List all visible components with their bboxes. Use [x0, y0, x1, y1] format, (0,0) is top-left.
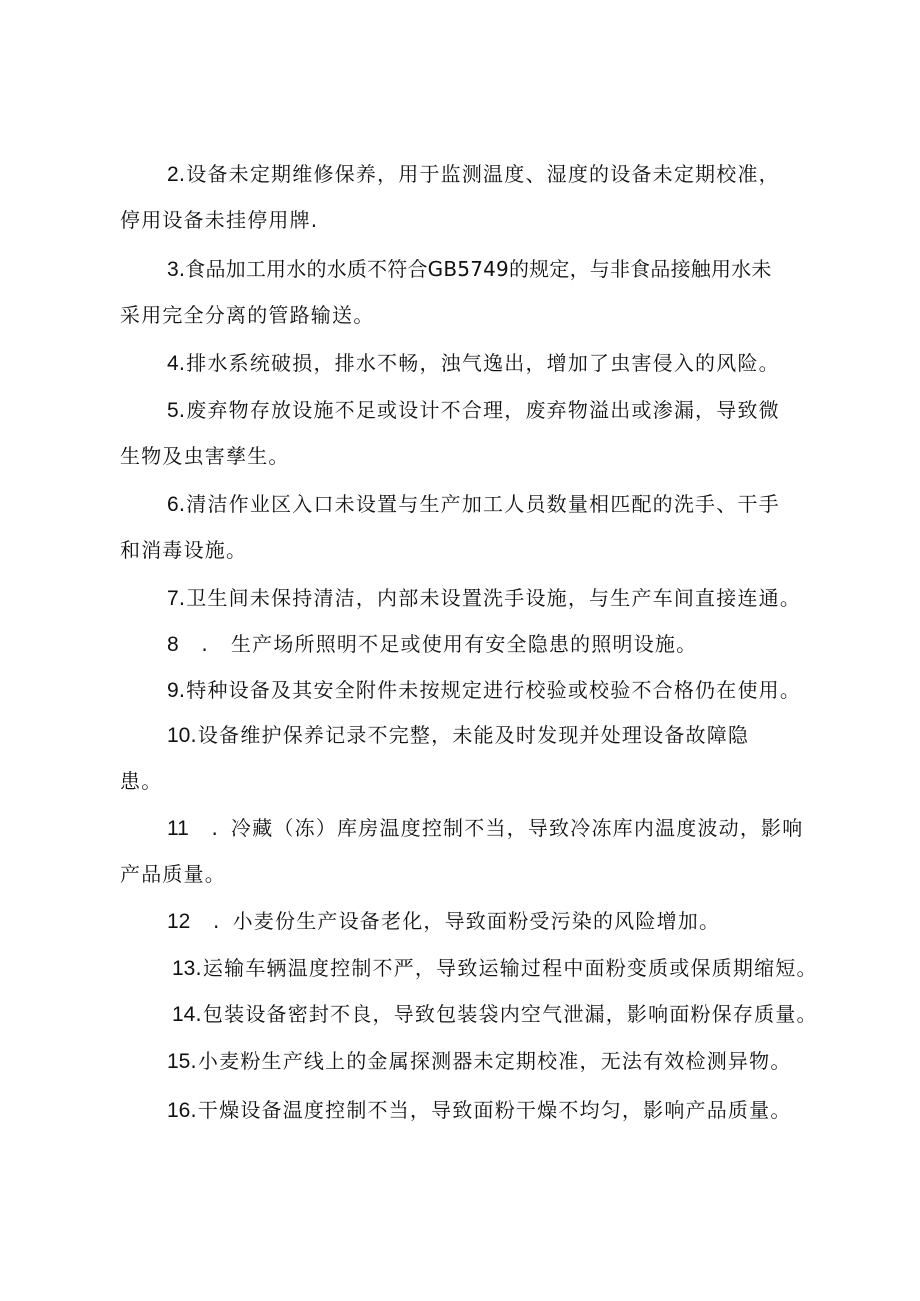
item-text: 生产场所照明不足或使用有安全隐患的照明设施。	[230, 632, 698, 656]
list-item	[172, 955, 872, 982]
list-item	[167, 722, 867, 749]
item-separator: .	[178, 257, 186, 281]
item-number: 12	[167, 910, 191, 933]
list-item	[167, 1048, 867, 1075]
list-item-continuation	[120, 443, 820, 469]
item-number: 10	[167, 724, 191, 747]
item-text: 运输车辆温度控制不严，导致运输过程中面粉变质或保质期缩短。	[202, 956, 818, 980]
list-item	[167, 491, 867, 518]
list-item	[167, 908, 867, 935]
item-separator: .	[190, 909, 221, 933]
list-item	[167, 585, 867, 612]
item-text: 废弃物存放设施不足或设计不合理，废弃物溢出或渗漏，导致微	[186, 398, 780, 422]
item-text: 小麦粉生产线上的金属探测器未定期校准，无法有效检测异物。	[197, 1049, 792, 1073]
item-number: 6	[167, 493, 179, 516]
list-item	[167, 256, 867, 283]
list-item-continuation	[120, 207, 820, 233]
item-number: 3	[167, 258, 179, 281]
list-item	[167, 397, 867, 424]
item-text: 卫生间未保持清洁，内部未设置洗手设施，与生产车间直接连通。	[186, 586, 802, 610]
item-text: 采用完全分离的管路输送。	[120, 303, 375, 327]
list-item-continuation	[120, 537, 820, 563]
item-text: 排水系统破损，排水不畅，浊气逸出，增加了虫害侵入的风险。	[186, 351, 780, 375]
item-text: 小麦份生产设备老化，导致面粉受污染的风险增加。	[232, 909, 721, 933]
item-text: 干燥设备温度控制不当，导致面粉干燥不均匀，影响产品质量。	[197, 1098, 792, 1122]
list-item	[167, 631, 867, 658]
item-number: 9	[167, 679, 179, 702]
item-separator: .	[178, 162, 187, 186]
list-item	[167, 1097, 867, 1124]
list-item	[167, 815, 867, 842]
item-text: 冷藏（冻）库房温度控制不当，导致冷冻库内温度波动，影响	[231, 816, 804, 840]
item-separator: .	[190, 1098, 198, 1122]
item-separator: .	[195, 956, 203, 980]
item-text: 设备维护保养记录不完整，未能及时发现并处理设备故障隐	[197, 723, 750, 747]
item-number: 4	[167, 352, 179, 375]
item-text: 包装设备密封不良，导致包装袋内空气泄漏，影响面粉保存质量。	[202, 1002, 818, 1026]
item-text: 和消毒设施。	[120, 538, 248, 562]
item-text: 特种设备及其安全附件未按规定进行校验或校验不合格仍在使用。	[186, 678, 802, 702]
item-separator: .	[190, 723, 198, 747]
item-separator: .	[178, 492, 187, 516]
item-separator: .	[195, 1002, 203, 1026]
item-separator: .	[178, 351, 187, 375]
item-text: 停用设备未挂停用牌.	[120, 208, 319, 232]
item-text: 患。	[120, 769, 163, 793]
item-number: 16	[167, 1099, 191, 1122]
list-item-continuation	[120, 768, 820, 794]
item-number: 14	[172, 1003, 196, 1026]
item-number: 5	[167, 399, 179, 422]
list-item-continuation	[120, 861, 820, 887]
item-separator: .	[178, 632, 209, 656]
item-separator: .	[178, 398, 187, 422]
item-text: 生物及虫害孳生。	[120, 444, 290, 468]
list-item	[167, 350, 867, 377]
item-text: 清洁作业区入口未设置与生产加工人员数量相匹配的洗手、干手	[186, 492, 780, 516]
item-number: 7	[167, 587, 179, 610]
item-separator: .	[190, 1049, 198, 1073]
list-item-continuation	[120, 302, 820, 328]
item-separator: .	[178, 586, 187, 610]
item-separator: .	[188, 816, 220, 840]
item-number: 13	[172, 957, 196, 980]
item-number: 11	[167, 817, 189, 840]
item-number: 15	[167, 1050, 191, 1073]
item-text: 产品质量。	[120, 862, 226, 886]
list-item	[167, 161, 867, 188]
list-item	[172, 1001, 872, 1028]
list-item	[167, 677, 867, 704]
item-text: 食品加工用水的水质不符合GB5749的规定，与非食品接触用水未	[185, 257, 772, 281]
item-number: 8	[167, 633, 179, 656]
item-text: 设备未定期维修保养，用于监测温度、湿度的设备未定期校准，	[186, 162, 780, 186]
item-separator: .	[178, 678, 187, 702]
item-number: 2	[167, 163, 179, 186]
